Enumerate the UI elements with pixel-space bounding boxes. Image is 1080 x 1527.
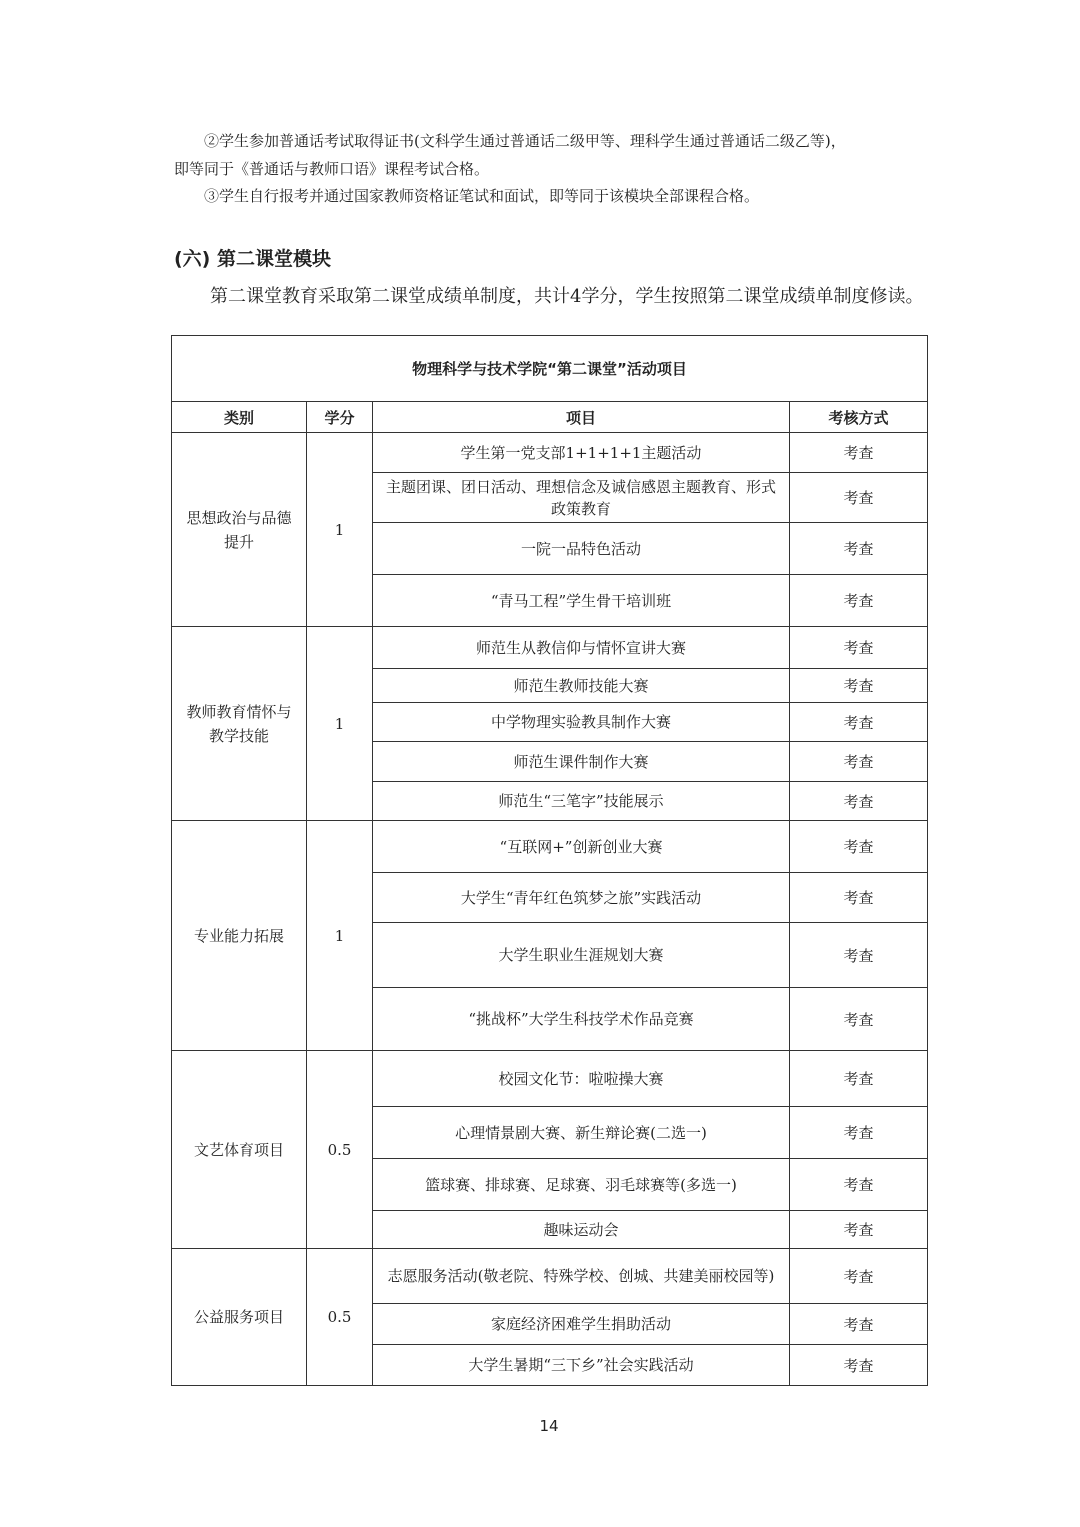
item-cell: “青马工程”学生骨干培训班 bbox=[373, 575, 790, 627]
table-caption: 物理科学与技术学院“第二课堂”活动项目 bbox=[172, 336, 928, 402]
method-cell: 考查 bbox=[790, 1051, 928, 1107]
item-cell: 大学生“青年红色筑梦之旅”实践活动 bbox=[373, 873, 790, 923]
category-cell: 文艺体育项目 bbox=[172, 1051, 307, 1249]
credit-cell: 1 bbox=[307, 627, 373, 821]
method-cell: 考查 bbox=[790, 523, 928, 575]
table-row bbox=[172, 821, 928, 873]
item-cell: 师范生课件制作大赛 bbox=[373, 742, 790, 782]
method-cell: 考查 bbox=[790, 873, 928, 923]
method-cell: 考查 bbox=[790, 703, 928, 742]
method-cell: 考查 bbox=[790, 1345, 928, 1386]
table-row bbox=[172, 433, 928, 473]
section-body: 第二课堂教育采取第二课堂成绩单制度，共计4学分，学生按照第二课堂成绩单制度修读。 bbox=[210, 286, 924, 307]
method-cell: 考查 bbox=[790, 742, 928, 782]
method-cell: 考查 bbox=[790, 627, 928, 669]
intro-line-2: 即等同于《普通话与教师口语》课程考试合格。 bbox=[174, 160, 490, 178]
intro-line-1: ②学生参加普通话考试取得证书(文科学生通过普通话二级甲等、理科学生通过普通话二级乙等)， bbox=[204, 132, 846, 150]
intro-line-3: ③学生自行报考并通过国家教师资格证笔试和面试，即等同于该模块全部课程合格。 bbox=[204, 187, 760, 205]
category-cell: 专业能力拓展 bbox=[172, 821, 307, 1051]
item-cell: 师范生从教信仰与情怀宣讲大赛 bbox=[373, 627, 790, 669]
table-row bbox=[172, 627, 928, 669]
item-cell: 学生第一党支部1+1+1+1主题活动 bbox=[373, 433, 790, 473]
method-cell: 考查 bbox=[790, 433, 928, 473]
header-category: 类别 bbox=[172, 402, 307, 433]
section-heading: (六) 第二课堂模块 bbox=[174, 248, 331, 270]
method-cell: 考查 bbox=[790, 821, 928, 873]
header-method: 考核方式 bbox=[790, 402, 928, 433]
method-cell: 考查 bbox=[790, 782, 928, 821]
method-cell: 考查 bbox=[790, 1107, 928, 1159]
item-cell: 篮球赛、排球赛、足球赛、羽毛球赛等(多选一) bbox=[373, 1159, 790, 1211]
second-classroom-table bbox=[171, 335, 928, 1386]
item-cell: 一院一品特色活动 bbox=[373, 523, 790, 575]
method-cell: 考查 bbox=[790, 988, 928, 1051]
table-row bbox=[172, 1249, 928, 1304]
method-cell: 考查 bbox=[790, 1211, 928, 1249]
category-cell: 教师教育情怀与教学技能 bbox=[172, 627, 307, 821]
item-cell: 大学生职业生涯规划大赛 bbox=[373, 923, 790, 988]
item-cell: 志愿服务活动(敬老院、特殊学校、创城、共建美丽校园等) bbox=[373, 1249, 790, 1304]
method-cell: 考查 bbox=[790, 923, 928, 988]
page-number: 14 bbox=[539, 1417, 559, 1435]
method-cell: 考查 bbox=[790, 1159, 928, 1211]
credit-cell: 1 bbox=[307, 433, 373, 627]
method-cell: 考查 bbox=[790, 1249, 928, 1304]
method-cell: 考查 bbox=[790, 575, 928, 627]
header-item: 项目 bbox=[373, 402, 790, 433]
item-cell: 校园文化节：啦啦操大赛 bbox=[373, 1051, 790, 1107]
category-cell: 公益服务项目 bbox=[172, 1249, 307, 1386]
item-cell: 主题团课、团日活动、理想信念及诚信感恩主题教育、形式政策教育 bbox=[373, 473, 790, 523]
table-row bbox=[172, 1051, 928, 1107]
item-cell: 中学物理实验教具制作大赛 bbox=[373, 703, 790, 742]
table-body bbox=[172, 336, 928, 1386]
credit-cell: 0.5 bbox=[307, 1051, 373, 1249]
header-credit: 学分 bbox=[307, 402, 373, 433]
item-cell: “互联网+”创新创业大赛 bbox=[373, 821, 790, 873]
item-cell: “挑战杯”大学生科技学术作品竞赛 bbox=[373, 988, 790, 1051]
item-cell: 心理情景剧大赛、新生辩论赛(二选一) bbox=[373, 1107, 790, 1159]
item-cell: 师范生教师技能大赛 bbox=[373, 669, 790, 703]
method-cell: 考查 bbox=[790, 1304, 928, 1345]
item-cell: 大学生暑期“三下乡”社会实践活动 bbox=[373, 1345, 790, 1386]
credit-cell: 1 bbox=[307, 821, 373, 1051]
item-cell: 师范生“三笔字”技能展示 bbox=[373, 782, 790, 821]
item-cell: 家庭经济困难学生捐助活动 bbox=[373, 1304, 790, 1345]
table-header-row bbox=[172, 402, 928, 433]
credit-cell: 0.5 bbox=[307, 1249, 373, 1386]
category-cell: 思想政治与品德提升 bbox=[172, 433, 307, 627]
method-cell: 考查 bbox=[790, 473, 928, 523]
method-cell: 考查 bbox=[790, 669, 928, 703]
item-cell: 趣味运动会 bbox=[373, 1211, 790, 1249]
